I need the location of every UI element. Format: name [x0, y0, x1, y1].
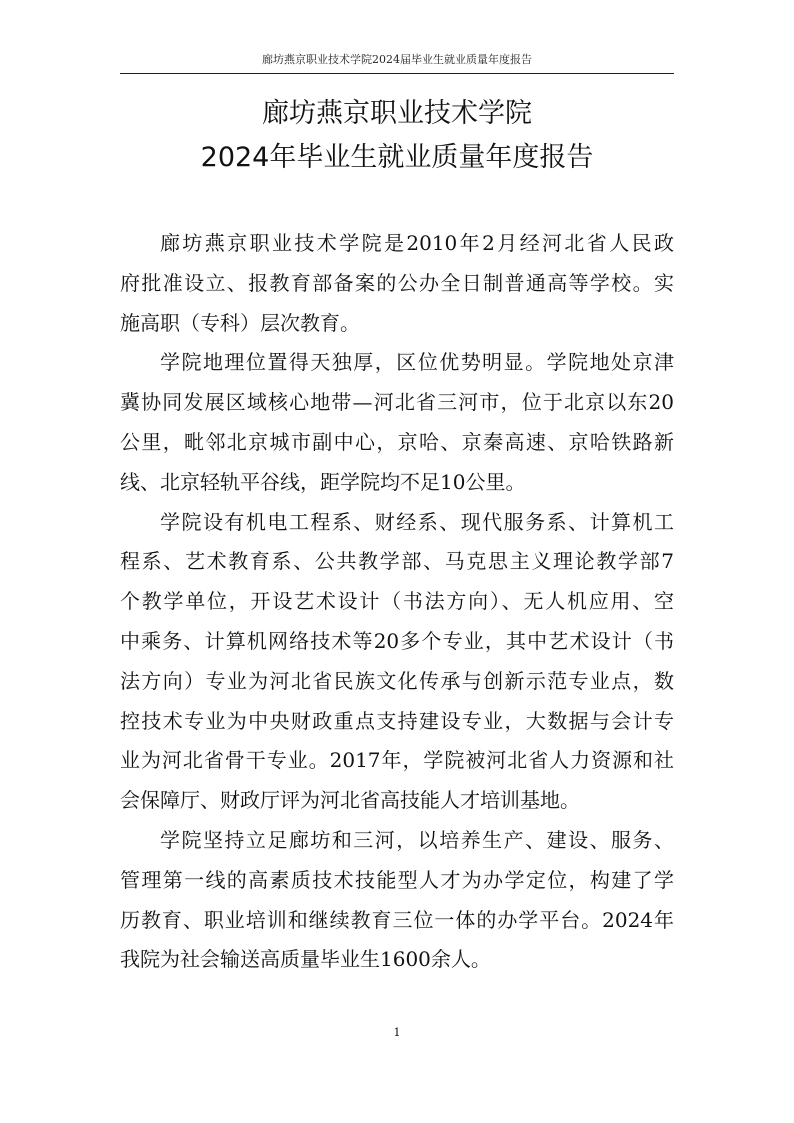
page-title [120, 92, 674, 180]
text-line: 中乘务、计算机网络技术等20多个专业，其中艺术设计（书 [120, 628, 674, 653]
text-line: 业为河北省骨干专业。2017年，学院被河北省人力资源和社 [120, 748, 674, 773]
page-number: 1 [393, 1026, 401, 1039]
title-line-2: 2024年毕业生就业质量年度报告 [200, 142, 594, 173]
title-line-1: 廊坊燕京职业技术学院 [262, 98, 532, 129]
text-line: 控技术专业为中央财政重点支持建设专业，大数据与会计专 [120, 708, 674, 733]
running-header: 廊坊燕京职业技术学院2024届毕业生就业质量年度报告 [262, 53, 532, 66]
paragraph-departments [120, 503, 674, 821]
text-line: 线、北京轻轨平谷线，距学院均不足10公里。 [120, 469, 526, 494]
text-line: 历教育、职业培训和继续教育三位一体的办学平台。2024年 [120, 907, 674, 932]
text-line: 府批准设立、报教育部备案的公办全日制普通高等学校。实 [120, 270, 674, 295]
text-line: 管理第一线的高素质技术技能型人才为办学定位，构建了学 [120, 867, 674, 892]
header-rule [120, 73, 674, 74]
paragraph-introduction [120, 224, 674, 343]
text-line: 学院设有机电工程系、财经系、现代服务系、计算机工 [160, 509, 674, 534]
text-line: 公里，毗邻北京城市副中心，京哈、京秦高速、京哈铁路新 [120, 429, 674, 454]
text-line: 廊坊燕京职业技术学院是2010年2月经河北省人民政 [160, 231, 674, 255]
text-line: 施高职（专科）层次教育。 [120, 310, 360, 335]
paragraph-positioning [120, 821, 674, 980]
text-line: 法方向）专业为河北省民族文化传承与创新示范专业点，数 [120, 668, 674, 693]
text-line: 会保障厅、财政厅评为河北省高技能人才培训基地。 [120, 788, 580, 813]
text-line: 我院为社会输送高质量毕业生1600余人。 [120, 947, 491, 972]
paragraph-location [120, 343, 674, 502]
text-line: 学院地理位置得天独厚，区位优势明显。学院地处京津 [160, 350, 674, 375]
text-line: 学院坚持立足廊坊和三河，以培养生产、建设、服务、 [160, 827, 674, 852]
text-line: 程系、艺术教育系、公共教学部、马克思主义理论教学部7 [120, 549, 674, 574]
body-text [120, 224, 674, 980]
text-line: 冀协同发展区域核心地带—河北省三河市，位于北京以东20 [120, 390, 674, 415]
text-line: 个教学单位，开设艺术设计（书法方向）、无人机应用、空 [120, 589, 674, 614]
